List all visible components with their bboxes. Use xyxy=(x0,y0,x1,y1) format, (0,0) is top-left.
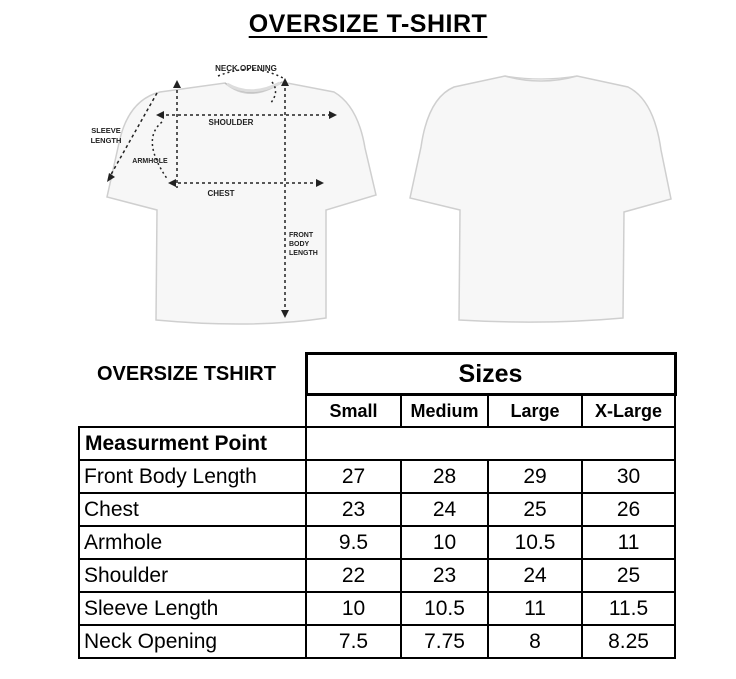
cell-value: 25 xyxy=(488,493,582,526)
size-medium: Medium xyxy=(401,395,488,428)
row-label: Neck Opening xyxy=(79,625,306,658)
size-small: Small xyxy=(306,395,401,428)
product-label: OVERSIZE TSHIRT xyxy=(97,362,276,385)
cell-value: 11 xyxy=(488,592,582,625)
cell-value: 24 xyxy=(488,559,582,592)
cell-value: 10 xyxy=(306,592,401,625)
cell-value: 11 xyxy=(582,526,675,559)
table-header-row xyxy=(79,354,675,395)
cell-value: 28 xyxy=(401,460,488,493)
cell-value: 10 xyxy=(401,526,488,559)
table-row xyxy=(79,559,675,592)
cell-value: 24 xyxy=(401,493,488,526)
armhole-label: ARMHOLE xyxy=(132,158,168,165)
cell-value: 11.5 xyxy=(582,592,675,625)
size-columns-row xyxy=(79,395,675,428)
front-body-label-line1: FRONT xyxy=(289,232,314,239)
page-title: OVERSIZE T-SHIRT xyxy=(248,10,488,38)
table-row xyxy=(79,460,675,493)
cell-value: 23 xyxy=(306,493,401,526)
cell-value: 10.5 xyxy=(488,526,582,559)
size-chart-table xyxy=(78,352,677,659)
table-row xyxy=(79,526,675,559)
row-label: Chest xyxy=(79,493,306,526)
table-row xyxy=(79,493,675,526)
cell-value: 23 xyxy=(401,559,488,592)
cell-value: 27 xyxy=(306,460,401,493)
front-body-label-line3: LENGTH xyxy=(289,250,318,257)
size-xlarge: X-Large xyxy=(582,395,675,428)
size-large: Large xyxy=(488,395,582,428)
cell-value: 30 xyxy=(582,460,675,493)
sizes-header: Sizes xyxy=(306,354,675,395)
cell-value: 22 xyxy=(306,559,401,592)
cell-value: 10.5 xyxy=(401,592,488,625)
chest-label: CHEST xyxy=(207,189,235,198)
row-label: Sleeve Length xyxy=(79,592,306,625)
sleeve-label-line1: SLEEVE xyxy=(91,126,121,135)
table-row xyxy=(79,625,675,658)
cell-value: 8 xyxy=(488,625,582,658)
cell-value: 8.25 xyxy=(582,625,675,658)
back-shirt xyxy=(410,76,671,322)
cell-value: 7.5 xyxy=(306,625,401,658)
shoulder-label: SHOULDER xyxy=(208,118,254,127)
table-row xyxy=(79,592,675,625)
row-label: Armhole xyxy=(79,526,306,559)
measurement-point-header: Measurment Point xyxy=(79,427,306,460)
neck-opening-label: NECK OPENING xyxy=(215,64,277,73)
cell-value: 26 xyxy=(582,493,675,526)
cell-value: 7.75 xyxy=(401,625,488,658)
row-label: Shoulder xyxy=(79,559,306,592)
row-label: Front Body Length xyxy=(79,460,306,493)
sleeve-label-line2: LENGTH xyxy=(90,136,122,145)
cell-value: 9.5 xyxy=(306,526,401,559)
measurement-header-row xyxy=(79,427,675,460)
cell-value: 25 xyxy=(582,559,675,592)
front-body-label-line2: BODY xyxy=(289,241,310,248)
cell-value: 29 xyxy=(488,460,582,493)
